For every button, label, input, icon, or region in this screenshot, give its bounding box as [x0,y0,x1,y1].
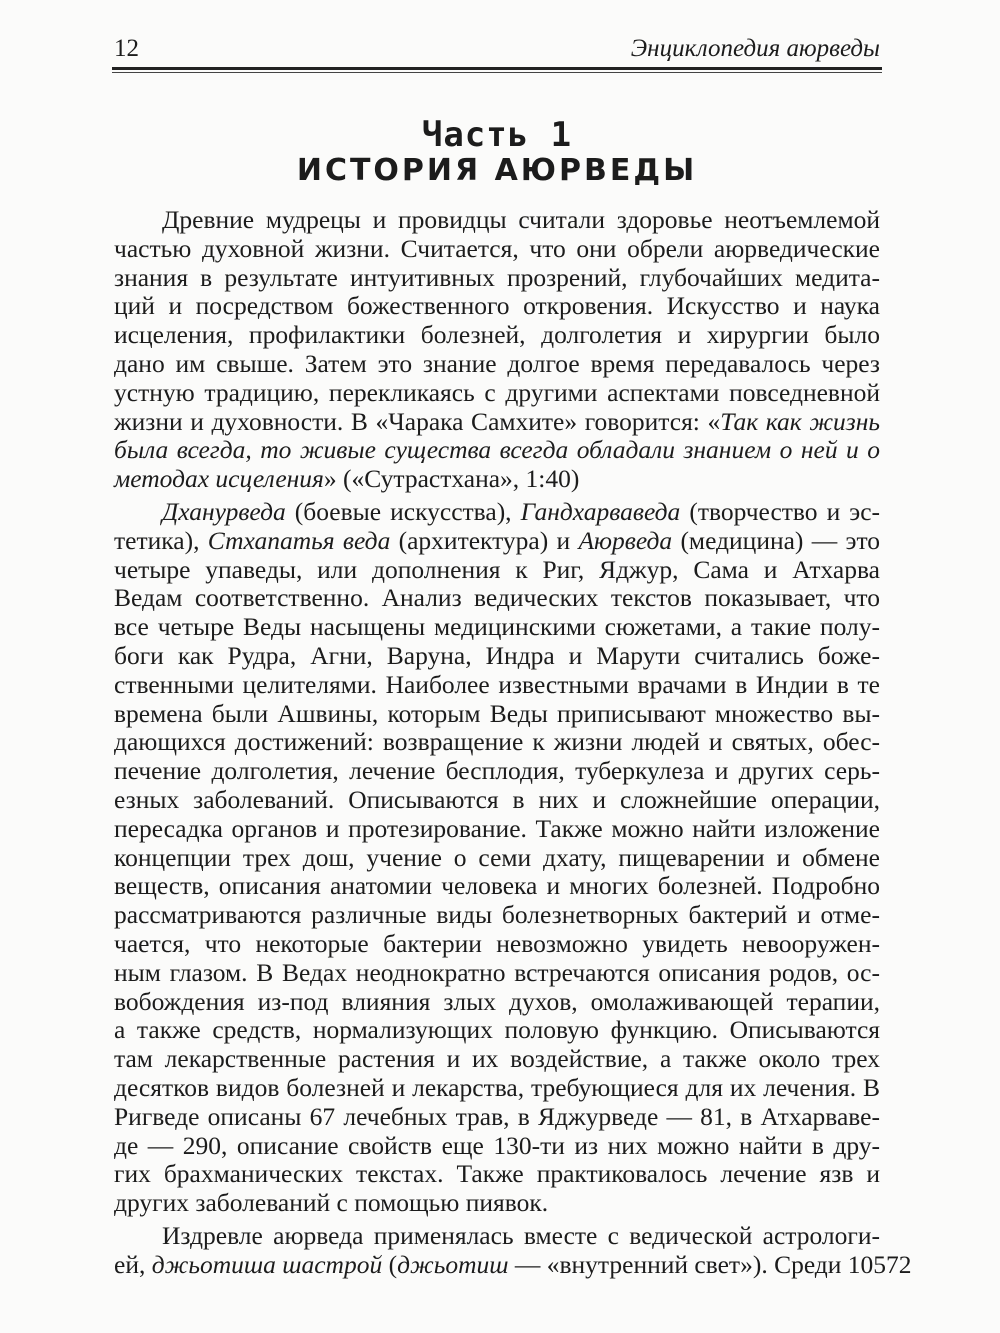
page-number: 12 [114,35,139,62]
text-line: частью духовной жизни. Считается, что они обрели аюрведические [114,233,880,263]
text-line [114,465,880,494]
text-line: пересадка органов и протезирование. Также можно найти изложение [114,813,880,843]
text-line: боги как Рудра, Агни, Варуна, Индра и Марути считались боже- [114,640,880,670]
text-line: чается, что некоторые бактерии невозможно увидеть невооружен- [114,928,880,958]
italic-quote: методах исцеления [114,464,324,494]
paragraph-3 [114,1220,912,1280]
text-line: десятков видов болезней и лекарства, требующиеся для их лечения. В [114,1072,880,1102]
text-line: ным глазом. В Ведах неоднократно встречаются описания родов, ос- [114,957,880,987]
text-line: рассматриваются различные виды болезнетворных бактерий и отме- [114,900,880,930]
italic-quote: Так как жизнь [720,406,880,436]
text-line: вобождения из-под влияния злых духов, омолаживающей терапии, [114,986,880,1016]
text-run: ( [382,1249,398,1279]
term-gandharvaveda: Гандхарваведа [520,496,681,526]
text-line: там лекарственные растения и их воздействие, а также около трех [114,1044,880,1074]
text-line [114,408,880,437]
body-text [114,205,912,1279]
text-line: де — 290, описание свойств еще 130-ти из них можно найти в дру- [114,1130,880,1160]
term-jyotisha-shastra: джьотиша шастрой [151,1249,383,1279]
term-dhanurveda: Дханурведа [162,496,286,526]
text-line: концепции трех дош, учение о семи дхату, пищеварении и обмене [114,842,880,872]
text-line: а также средств, нормализующих половую функцию. Описываются [114,1015,880,1045]
running-header [112,28,880,68]
text-line: времена были Ашвины, которым Веды приписывают множество вы- [114,698,880,728]
text-line [114,527,880,556]
text-run: — «внутренний свет»). Среди 10572 [508,1249,912,1279]
part-title: Часть 1 [421,115,573,155]
header-rule [112,67,882,70]
term-jyotish: джьотиш [397,1249,509,1279]
text-run: жизни и духовности. В «Чарака Самхите» говорится: « [114,406,721,436]
text-line: Ведам соответственно. Анализ ведических текстов показывает, что [114,583,880,613]
text-run: ей, [114,1249,152,1279]
text-line: других заболеваний с помощью пиявок. [114,1188,549,1218]
text-line: ций и посредством божественного откровения. Искусство и наука [114,291,880,321]
text-line: печение долголетия, лечение бесплодия, туберкулеза и других серь- [114,756,880,786]
text-line: гих брахманических текстах. Также практиковалось лечение язв и [114,1159,880,1189]
text-run: » («Сутрастхана», 1:40) [323,464,580,494]
text-run: (медицина) — это [672,525,880,555]
text-run: (творчество и эс- [680,496,881,526]
paragraph-2 [114,498,880,1218]
term-ayurveda: Аюрведа [578,525,673,555]
italic-quote-line: была всегда, то живые существа всегда обладали знанием о ней и о [114,435,880,465]
text-line: устную традицию, перекликаясь с другими аспектами повседневной [114,377,880,407]
text-line: Ригведе описаны 67 лечебных трав, в Яджурведе — 81, в Атхарваве- [114,1101,880,1131]
text-line: Издревле аюрведа применялась вместе с ведической астрологи- [162,1220,880,1250]
text-line: дающихся достижений: возвращение к жизни людей и святых, обес- [114,727,880,757]
text-line [114,1249,912,1280]
text-line: исцеления, профилактики болезней, долголетия и хирургии было [114,320,880,350]
text-run: (архитектура) и [390,525,579,555]
paragraph-1 [114,206,880,494]
text-run: (боевые искусства), [285,496,521,526]
text-line: знания в результате интуитивных прозрений, глубочайших медита- [114,262,880,292]
running-title: Энциклопедия аюрведы [630,35,880,62]
text-line: веществ, описания анатомии человека и многих болезней. Подробно [114,871,880,901]
text-line: Древние мудрецы и провидцы считали здоровье неотъемлемой [162,205,880,234]
term-sthapatya-veda: Стхапатья веда [207,525,391,555]
text-line: ственными целителями. Наиболее известными врачами в Индии в те [114,669,880,699]
text-line: езных заболеваний. Описываются в них и сложнейшие операции, [114,784,880,814]
text-line: дано им свыше. Затем это знание долгое время передавалось через [114,348,880,378]
chapter-title: ИСТОРИЯ АЮРВЕДЫ [296,153,698,188]
text-run: тетика), [114,525,208,555]
header-rule-thin [112,72,882,73]
text-line: все четыре Веды насыщены медицинскими сюжетами, а такие полу- [114,612,880,642]
text-line [114,498,880,527]
text-line: четыре упаведы, или дополнения к Риг, Яджур, Сама и Атхарва [114,554,880,584]
